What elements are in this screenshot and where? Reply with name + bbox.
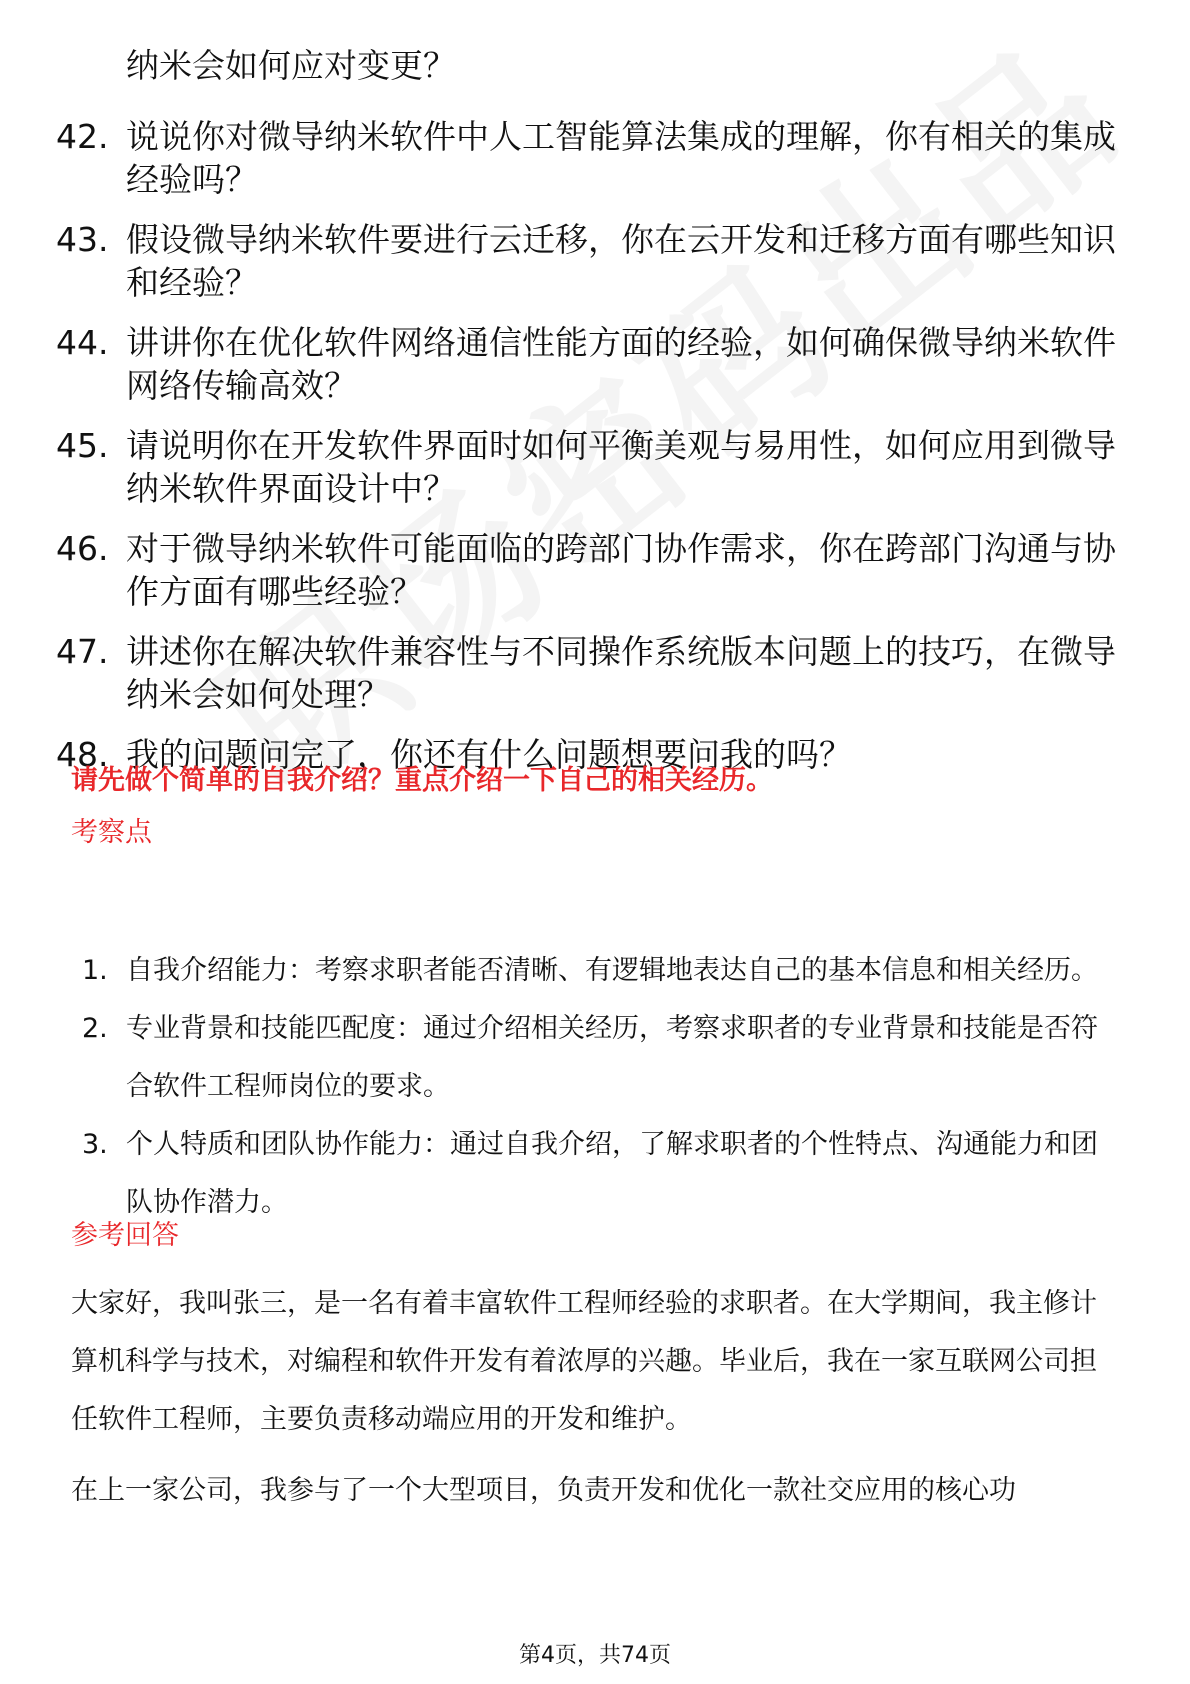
question-text: 对于微导纳米软件可能面临的跨部门协作需求，你在跨部门沟通与协作方面有哪些经验？ bbox=[126, 529, 1116, 611]
question-item bbox=[56, 630, 1136, 716]
question-item bbox=[56, 527, 1136, 613]
examine-point-number: 1. bbox=[82, 955, 108, 986]
answer-paragraph: 大家好，我叫张三，是一名有着丰富软件工程师经验的求职者。在大学期间，我主修计算机科学与技术，对编程和软件开发有着浓厚的兴趣。毕业后，我在一家互联网公司担任软件工程师，主要负责移动端应用的开发和维护。 bbox=[71, 1288, 1097, 1435]
answer-paragraph: 在上一家公司，我参与了一个大型项目，负责开发和优化一款社交应用的核心功 bbox=[71, 1475, 1016, 1506]
examine-point-number: 3. bbox=[82, 1129, 108, 1160]
question-item bbox=[56, 321, 1136, 407]
examine-point-text: 个人特质和团队协作能力：通过自我介绍，了解求职者的个性特点、沟通能力和团队协作潜力。 bbox=[126, 1129, 1098, 1218]
question-number: 43. bbox=[56, 220, 109, 259]
reference-answer-heading: 参考回答 bbox=[71, 1220, 179, 1251]
examine-points-list bbox=[82, 942, 1122, 1232]
examine-point bbox=[82, 942, 1122, 1000]
examine-point-text: 专业背景和技能匹配度：通过介绍相关经历，考察求职者的专业背景和技能是否符合软件工程师岗位的要求。 bbox=[126, 1013, 1098, 1102]
question-list bbox=[56, 115, 1136, 793]
question-number: 42. bbox=[56, 117, 109, 156]
section-question-heading: 请先做个简单的自我介绍？重点介绍一下自己的相关经历。 bbox=[71, 765, 773, 796]
examine-points-heading: 考察点 bbox=[71, 817, 152, 848]
examine-point bbox=[82, 1000, 1122, 1116]
examine-point-number: 2. bbox=[82, 1013, 108, 1044]
question-item bbox=[56, 115, 1136, 201]
question-number: 48. bbox=[56, 735, 109, 774]
question-text: 讲述你在解决软件兼容性与不同操作系统版本问题上的技巧，在微导纳米会如何处理？ bbox=[126, 632, 1116, 714]
page-footer: 第4页，共74页 bbox=[519, 1643, 671, 1668]
question-text: 我的问题问完了，你还有什么问题想要问我的吗？ bbox=[126, 735, 852, 774]
question-text: 请说明你在开发软件界面时如何平衡美观与易用性，如何应用到微导纳米软件界面设计中？ bbox=[126, 426, 1116, 508]
question-text: 假设微导纳米软件要进行云迁移，你在云开发和迁移方面有哪些知识和经验？ bbox=[126, 220, 1116, 302]
examine-point-text: 自我介绍能力：考察求职者能否清晰、有逻辑地表达自己的基本信息和相关经历。 bbox=[126, 955, 1098, 986]
question-continuation: 纳米会如何应对变更？ bbox=[126, 46, 456, 85]
question-number: 47. bbox=[56, 632, 109, 671]
question-text: 说说你对微导纳米软件中人工智能算法集成的理解，你有相关的集成经验吗？ bbox=[126, 117, 1116, 199]
question-item bbox=[56, 424, 1136, 510]
examine-point bbox=[82, 1116, 1122, 1232]
question-text: 讲讲你在优化软件网络通信性能方面的经验，如何确保微导纳米软件网络传输高效？ bbox=[126, 323, 1116, 405]
question-number: 45. bbox=[56, 426, 109, 465]
question-number: 46. bbox=[56, 529, 109, 568]
question-item bbox=[56, 218, 1136, 304]
question-number: 44. bbox=[56, 323, 109, 362]
